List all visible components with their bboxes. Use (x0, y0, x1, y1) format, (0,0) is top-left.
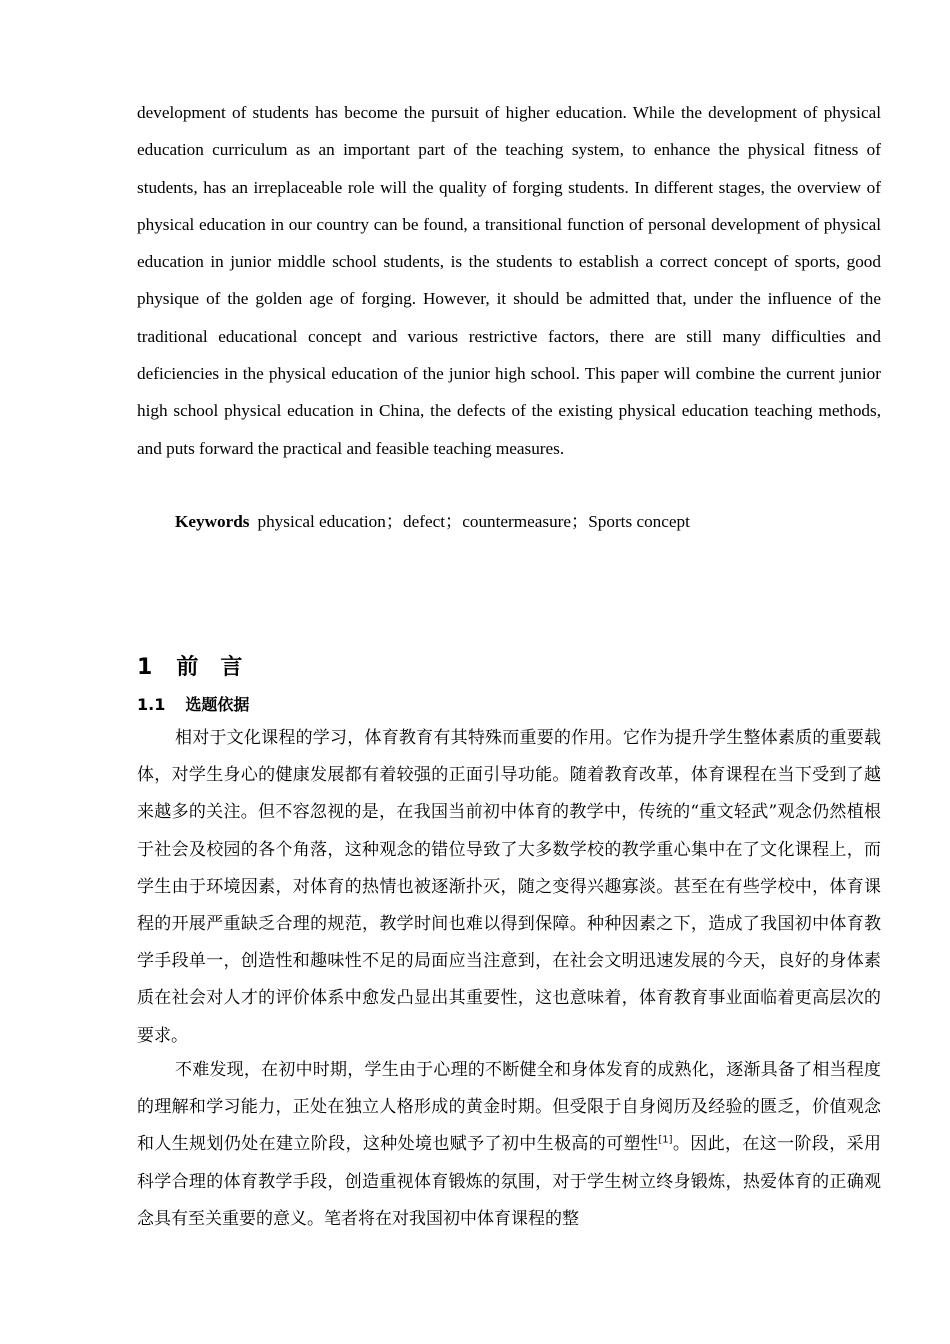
subsection-heading-topic-basis (137, 690, 249, 720)
section-heading-preface (137, 648, 264, 688)
subsection-number: 1.1 (137, 695, 166, 714)
section-number: 1 (137, 655, 153, 680)
paragraph-2-text-before-citation: 不难发现，在初中时期，学生由于心理的不断健全和身体发育的成熟化，逐渐具备了相当程度的理解和学习能力，正处在独立人格形成的黄金时期。但受限于自身阅历及经验的匮乏，价值观念和人生规划仍处在建立阶段，这种处境也赋予了初中生极高的可塑性 (137, 1060, 881, 1155)
keywords-list: physical education；defect；countermeasure；Sports concept (257, 512, 690, 531)
section-title: 前言 (176, 655, 265, 680)
citation-reference[interactable]: [1] (658, 1134, 673, 1146)
paragraph-2-text-after-citation: 。因此，在这一阶段，采用科学合理的体育教学手段，创造重视体育锻炼的氛围，对于学生树立终身锻炼，热爱体育的正确观念具有至关重要的意义。笔者将在对我国初中体育课程的整 (137, 1134, 882, 1229)
english-abstract-text: development of students has become the pursuit of higher education. While the development of physical education curriculum as an important part of the teaching system, to enhance the physical fitness of students, has an irreplaceable role will the quality of forging students. In different stages, the overview of physical education in our country can be found, a transitional function of personal development of physical education in junior middle school students, is the students to establish a correct concept of sports, good physique of the golden age of forging. However, it should be admitted that, under the influence of the traditional educational concept and various restrictive factors, there are still many difficulties and deficiencies in the physical education of the junior high school. This paper will combine the current junior high school physical education in China, the defects of the existing physical education teaching methods, and puts forward the practical and feasible teaching measures. (137, 103, 881, 458)
body-paragraph-2 (137, 1052, 881, 1238)
keywords-line (175, 503, 881, 540)
keywords-label: Keywords (175, 512, 250, 531)
subsection-title: 选题依据 (185, 695, 250, 714)
body-paragraph-1: 相对于文化课程的学习，体育教育有其特殊而重要的作用。它作为提升学生整体素质的重要载体，对学生身心的健康发展都有着较强的正面引导功能。随着教育改革，体育课程在当下受到了越来越多的关注。但不容忽视的是，在我国当前初中体育的教学中，传统的“重文轻武”观念仍然植根于社会及校园的各个角落，这种观念的错位导致了大多数学校的教学重心集中在了文化课程上，而学生由于环境因素，对体育的热情也被逐渐扑灭，随之变得兴趣寡淡。甚至在有些学校中，体育课程的开展严重缺乏合理的规范，教学时间也难以得到保障。种种因素之下，造成了我国初中体育教学手段单一，创造性和趣味性不足的局面应当注意到，在社会文明迅速发展的今天，良好的身体素质在社会对人才的评价体系中愈发凸显出其重要性，这也意味着，体育教育事业面临着更高层次的要求。 (137, 728, 881, 1046)
